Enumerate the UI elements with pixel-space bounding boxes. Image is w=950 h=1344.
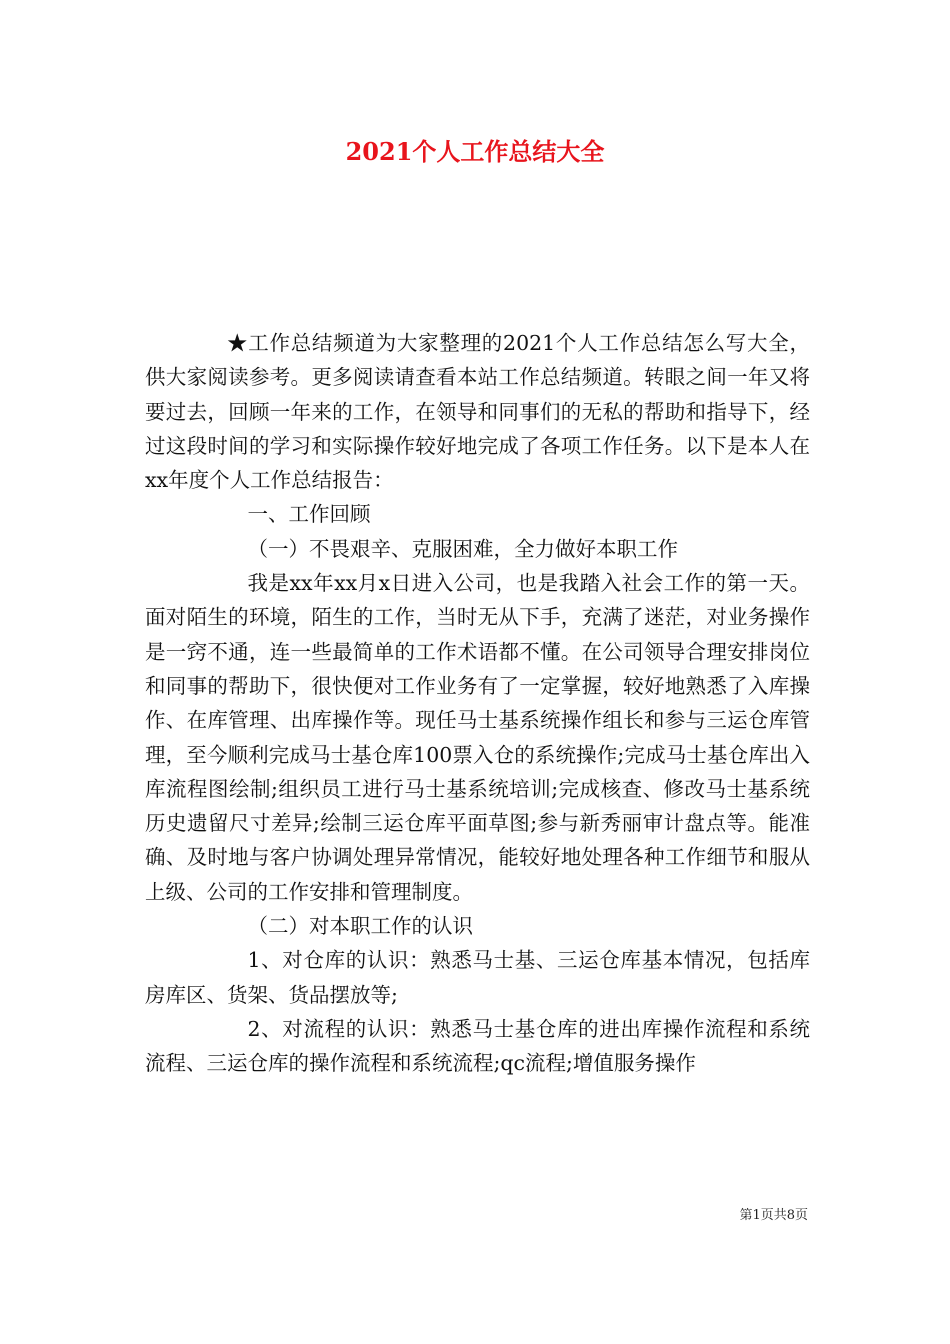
page-number: 第1页共8页	[739, 1208, 808, 1223]
list-item: 2、对流程的认识：熟悉马士基仓库的进出库操作流程和系统流程、三运仓库的操作流程和系统流程;qc流程;增值服务操作	[145, 1016, 810, 1076]
document-body	[145, 326, 810, 1081]
work-review-paragraph: 我是xx年xx月x日进入公司，也是我踏入社会工作的第一天。面对陌生的环境，陌生的工作，当时无从下手，充满了迷茫，对业务操作是一窍不通，连一些最简单的工作术语都不懂。在公司领导合理安排岗位和同事的帮助下，很快便对工作业务有了一定掌握，较好地熟悉了入库操作、在库管理、出库操作等。现任马士基系统操作组长和参与三运仓库管理，至今顺利完成马士基仓库100票入仓的系统操作;完成马士基仓库出入库流程图绘制;组织员工进行马士基系统培训;完成核查、修改马士基系统历史遗留尺寸差异;绘制三运仓库平面草图;参与新秀丽审计盘点等。能准确、及时地与客户协调处理异常情况，能较好地处理各种工作细节和服从上级、公司的工作安排和管理制度。	[145, 571, 810, 904]
intro-paragraph: ★工作总结频道为大家整理的2021个人工作总结怎么写大全，供大家阅读参考。更多阅读请查看本站工作总结频道。转眼之间一年又将要过去，回顾一年来的工作，在领导和同事们的无私的帮助和指导下，经过这段时间的学习和实际操作较好地完成了各项工作任务。以下是本人在xx年度个人工作总结报告：	[145, 331, 810, 493]
subsection-heading: （一）不畏艰辛、克服困难，全力做好本职工作	[247, 536, 678, 561]
subsection-heading: （二）对本职工作的认识	[247, 914, 473, 939]
document-title: 2021个人工作总结大全	[345, 137, 605, 166]
list-item: 1、对仓库的认识：熟悉马士基、三运仓库基本情况，包括库房库区、货架、货品摆放等;	[145, 948, 810, 1007]
section-heading: 一、工作回顾	[247, 502, 371, 527]
